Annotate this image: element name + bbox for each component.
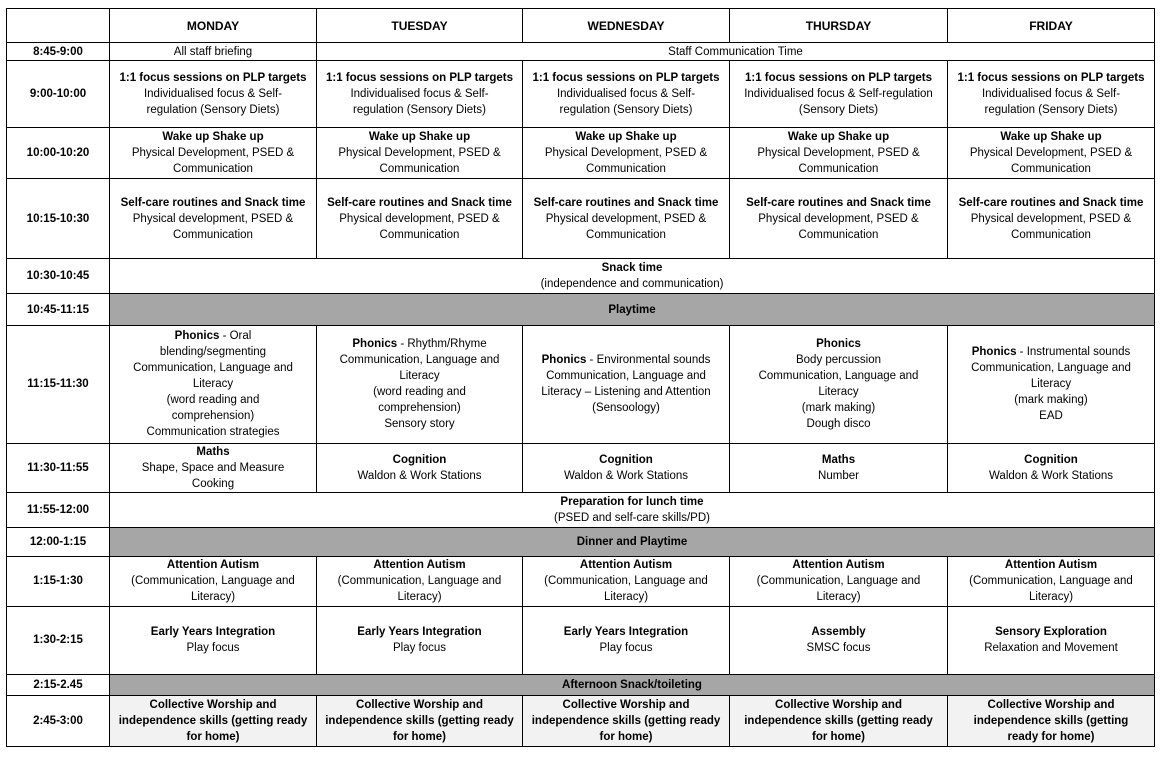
- activity-title: Phonics: [174, 330, 220, 343]
- phonics-cell-tuesday: [317, 326, 523, 443]
- activity-detail-line: Communication, Language and: [546, 370, 706, 383]
- activity-detail-line: Relaxation and Movement: [984, 642, 1118, 655]
- activity-title: Maths: [196, 445, 230, 458]
- activity-detail-line: Literacy: [818, 386, 859, 399]
- activity-detail-line: Communication: [173, 163, 253, 176]
- activity-heading: [733, 70, 944, 86]
- activity-detail-line: Literacy): [816, 591, 861, 604]
- row-briefing: [7, 43, 1155, 61]
- activity-heading: [113, 328, 313, 344]
- activity-detail-line: (word reading and: [166, 394, 260, 407]
- maths-cell-tuesday: [317, 443, 523, 492]
- activity-heading: [320, 452, 519, 468]
- briefing-monday: All staff briefing: [110, 43, 317, 61]
- activity-title-detail: - Oral: [219, 330, 252, 343]
- worship-cell-friday: [948, 695, 1155, 746]
- activity-heading: [733, 624, 944, 640]
- time-cell: 12:00-1:15: [7, 527, 110, 556]
- worship-cell-monday: [110, 695, 317, 746]
- maths-cell-monday: [110, 443, 317, 492]
- activity-detail-line: Collective Worship and: [987, 698, 1115, 711]
- row-worship: [7, 695, 1155, 746]
- activity-detail-line: Number: [818, 469, 859, 482]
- activity-detail-line: Communication: [1011, 228, 1091, 241]
- snack-time-title: Snack time: [601, 262, 663, 275]
- worship-cell-thursday: [730, 695, 948, 746]
- activity-detail-line: Individualised focus & Self-: [143, 88, 283, 101]
- focus-cell-tuesday: [317, 61, 523, 128]
- lunch-prep-title: Preparation for lunch time: [560, 495, 704, 508]
- activity-detail-line: Physical development, PSED &: [545, 212, 707, 225]
- activity-heading: [951, 344, 1151, 360]
- day-header-wednesday: WEDNESDAY: [523, 9, 730, 43]
- time-cell: 1:30-2:15: [7, 606, 110, 674]
- day-header-thursday: THURSDAY: [730, 9, 948, 43]
- integration-cell-monday: [110, 606, 317, 674]
- activity-title: Early Years Integration: [563, 626, 689, 639]
- row-attention: [7, 556, 1155, 606]
- activity-detail-line: independence skills (getting: [973, 714, 1129, 727]
- activity-title: Attention Autism: [579, 559, 673, 572]
- activity-detail-line: for home): [599, 730, 653, 743]
- activity-heading: [526, 129, 726, 145]
- activity-detail-line: Body percussion: [795, 354, 882, 367]
- activity-detail-line: Physical Development, PSED &: [969, 147, 1133, 160]
- activity-detail-line: for home): [811, 730, 866, 743]
- activity-detail-line: (mark making): [1014, 394, 1088, 407]
- header-row: [7, 9, 1155, 43]
- activity-heading: [526, 352, 726, 368]
- activity-detail-line: blending/segmenting: [159, 346, 267, 359]
- activity-detail-line: ready for home): [1007, 730, 1095, 743]
- activity-title: 1:1 focus sessions on PLP targets: [744, 72, 933, 85]
- activity-detail-line: (Communication, Language and: [756, 575, 921, 588]
- day-header-tuesday: TUESDAY: [317, 9, 523, 43]
- activity-detail-line: Physical development, PSED &: [758, 212, 919, 225]
- row-playtime: [7, 294, 1155, 326]
- activity-title: Self-care routines and Snack time: [327, 196, 512, 209]
- row-phonics: [7, 326, 1155, 443]
- activity-detail-line: comprehension): [171, 410, 255, 423]
- activity-detail-line: Cooking: [191, 477, 235, 490]
- activity-heading: [951, 70, 1151, 86]
- activity-detail-line: (Sensoology): [592, 402, 660, 415]
- activity-detail-line: Physical development, PSED &: [132, 212, 294, 225]
- activity-detail-line: Communication: [379, 163, 460, 176]
- activity-detail-line: SMSC focus: [806, 642, 871, 655]
- row-afternoon-snack: [7, 674, 1155, 695]
- activity-detail-line: Communication, Language and: [133, 362, 293, 375]
- row-lunchprep: [7, 492, 1155, 527]
- selfcare-cell-thursday: [730, 179, 948, 259]
- phonics-cell-thursday: [730, 326, 948, 443]
- selfcare-cell-monday: [110, 179, 317, 259]
- snack-time-subtitle: (independence and communication): [540, 278, 724, 291]
- activity-heading: [320, 557, 519, 573]
- activity-title: Assembly: [811, 626, 866, 639]
- row-wakeup: [7, 128, 1155, 179]
- activity-detail-line: Communication, Language and: [758, 370, 919, 383]
- row-snack: [7, 259, 1155, 294]
- activity-heading: [733, 195, 944, 211]
- attention-cell-friday: [948, 556, 1155, 606]
- activity-detail-line: Collective Worship and: [356, 698, 483, 711]
- activity-heading: [526, 195, 726, 211]
- activity-detail-line: Waldon & Work Stations: [564, 469, 688, 482]
- time-cell: 10:45-11:15: [7, 294, 110, 326]
- attention-cell-thursday: [730, 556, 948, 606]
- corner-cell: [7, 9, 110, 43]
- day-header-monday: MONDAY: [110, 9, 317, 43]
- activity-title: Early Years Integration: [150, 626, 276, 639]
- activity-detail-line: Communication strategies: [146, 426, 280, 439]
- selfcare-cell-tuesday: [317, 179, 523, 259]
- activity-heading: [951, 195, 1151, 211]
- attention-cell-monday: [110, 556, 317, 606]
- wakeup-cell-monday: [110, 128, 317, 179]
- activity-detail-line: Physical development, PSED &: [339, 212, 500, 225]
- activity-title: Wake up Shake up: [162, 131, 264, 144]
- activity-heading: [951, 129, 1151, 145]
- row-dinner: [7, 527, 1155, 556]
- row-selfcare: [7, 179, 1155, 259]
- focus-cell-monday: [110, 61, 317, 128]
- activity-detail-line: Communication: [379, 228, 460, 241]
- activity-detail-line: (Communication, Language and: [969, 575, 1133, 588]
- activity-title: Attention Autism: [1004, 559, 1098, 572]
- integration-cell-thursday: [730, 606, 948, 674]
- activity-title: Early Years Integration: [357, 626, 482, 639]
- maths-cell-wednesday: [523, 443, 730, 492]
- activity-heading: [526, 624, 726, 640]
- activity-title: Wake up Shake up: [787, 131, 890, 144]
- activity-detail-line: Individualised focus & Self-: [556, 88, 696, 101]
- activity-detail-line: Literacy): [190, 591, 236, 604]
- activity-detail-line: Individualised focus & Self-: [981, 88, 1121, 101]
- activity-detail-line: Communication: [586, 163, 666, 176]
- activity-title-detail: - Instrumental sounds: [1016, 346, 1131, 359]
- activity-heading: [113, 557, 313, 573]
- activity-detail-line: Communication: [586, 228, 666, 241]
- activity-title: Cognition: [599, 453, 653, 466]
- activity-detail-line: Collective Worship and: [149, 698, 277, 711]
- time-cell: 2:45-3:00: [7, 695, 110, 746]
- wakeup-cell-friday: [948, 128, 1155, 179]
- activity-detail-line: Play focus: [392, 642, 447, 655]
- activity-detail-line: Sensory story: [384, 418, 455, 431]
- time-cell: 11:55-12:00: [7, 492, 110, 527]
- phonics-cell-friday: [948, 326, 1155, 443]
- activity-heading: [951, 557, 1151, 573]
- activity-detail-line: (word reading and: [373, 386, 466, 399]
- activity-heading: [113, 70, 313, 86]
- selfcare-cell-wednesday: [523, 179, 730, 259]
- activity-heading: [320, 70, 519, 86]
- activity-detail-line: regulation (Sensory Diets): [984, 104, 1118, 117]
- activity-title: Attention Autism: [373, 559, 466, 572]
- activity-detail-line: Waldon & Work Stations: [357, 469, 482, 482]
- activity-title: Self-care routines and Snack time: [958, 196, 1144, 209]
- activity-detail-line: Individualised focus & Self-: [350, 88, 489, 101]
- activity-title-detail: - Environmental sounds: [586, 354, 711, 367]
- activity-detail-line: Play focus: [599, 642, 653, 655]
- activity-detail-line: Communication, Language and: [971, 362, 1131, 375]
- focus-cell-thursday: [730, 61, 948, 128]
- day-header-friday: FRIDAY: [948, 9, 1155, 43]
- activity-detail-line: Communication, Language and: [339, 354, 500, 367]
- activity-detail-line: Waldon & Work Stations: [989, 469, 1113, 482]
- activity-title-detail: - Rhythm/Rhyme: [397, 338, 487, 351]
- phonics-cell-monday: [110, 326, 317, 443]
- activity-detail-line: (mark making): [801, 402, 876, 415]
- row-focus: [7, 61, 1155, 128]
- activity-detail-line: regulation (Sensory Diets): [559, 104, 693, 117]
- time-cell: 2:15-2.45: [7, 674, 110, 695]
- activity-heading: [320, 195, 519, 211]
- activity-detail-line: independence skills (getting ready: [744, 714, 933, 727]
- activity-detail-line: Physical Development, PSED &: [757, 147, 920, 160]
- activity-detail-line: Individualised focus & Self-regulation: [744, 88, 933, 101]
- activity-title: Maths: [821, 453, 856, 466]
- focus-cell-wednesday: [523, 61, 730, 128]
- timetable: [6, 8, 1155, 747]
- playtime-banner: Playtime: [110, 294, 1155, 326]
- activity-detail-line: Play focus: [186, 642, 240, 655]
- activity-detail-line: independence skills (getting ready: [118, 714, 308, 727]
- activity-title: Wake up Shake up: [368, 131, 471, 144]
- activity-title: Sensory Exploration: [995, 626, 1107, 639]
- activity-detail-line: (Communication, Language and: [131, 575, 295, 588]
- activity-detail-line: Literacy): [603, 591, 649, 604]
- activity-title: Wake up Shake up: [1000, 131, 1102, 144]
- activity-heading: [113, 195, 313, 211]
- activity-heading: [320, 336, 519, 352]
- activity-heading: [733, 452, 944, 468]
- activity-detail-line: independence skills (getting ready: [325, 714, 514, 727]
- activity-detail-line: Collective Worship and: [562, 698, 690, 711]
- activity-title: Phonics: [971, 346, 1017, 359]
- attention-cell-wednesday: [523, 556, 730, 606]
- activity-detail-line: Dough disco: [806, 418, 871, 431]
- activity-detail-line: Literacy: [1030, 378, 1072, 391]
- row-integration: [7, 606, 1155, 674]
- activity-detail-line: Communication: [798, 163, 879, 176]
- lunch-prep-subtitle: (PSED and self-care skills/PD): [554, 511, 710, 524]
- activity-heading: [113, 444, 313, 460]
- phonics-cell-wednesday: [523, 326, 730, 443]
- selfcare-cell-friday: [948, 179, 1155, 259]
- activity-detail-line: Communication: [1011, 163, 1091, 176]
- activity-detail-line: comprehension): [378, 402, 461, 415]
- activity-title: Attention Autism: [166, 559, 260, 572]
- activity-detail-line: Physical Development, PSED &: [338, 147, 501, 160]
- activity-detail-line: Literacy): [397, 591, 442, 604]
- activity-detail-line: Communication: [173, 228, 253, 241]
- activity-title: Wake up Shake up: [575, 131, 677, 144]
- activity-detail-line: (Sensory Diets): [798, 104, 879, 117]
- wakeup-cell-thursday: [730, 128, 948, 179]
- worship-cell-wednesday: [523, 695, 730, 746]
- activity-detail-line: Physical Development, PSED &: [544, 147, 708, 160]
- activity-detail-line: Communication: [798, 228, 879, 241]
- time-cell: 8:45-9:00: [7, 43, 110, 61]
- time-cell: 1:15-1:30: [7, 556, 110, 606]
- row-maths: [7, 443, 1155, 492]
- activity-title: 1:1 focus sessions on PLP targets: [532, 72, 720, 85]
- activity-heading: [320, 624, 519, 640]
- activity-detail-line: for home): [392, 730, 447, 743]
- activity-detail-line: regulation (Sensory Diets): [353, 104, 486, 117]
- activity-detail-line: Physical Development, PSED &: [131, 147, 295, 160]
- snack-time-cell: [110, 259, 1155, 294]
- activity-title: Phonics: [541, 354, 587, 367]
- attention-cell-tuesday: [317, 556, 523, 606]
- activity-detail-line: Literacy: [399, 370, 440, 383]
- activity-title: 1:1 focus sessions on PLP targets: [325, 72, 514, 85]
- maths-cell-friday: [948, 443, 1155, 492]
- activity-detail-line: Physical development, PSED &: [970, 212, 1132, 225]
- activity-title: 1:1 focus sessions on PLP targets: [119, 72, 307, 85]
- activity-detail-line: (Communication, Language and: [337, 575, 502, 588]
- activity-detail-line: for home): [186, 730, 240, 743]
- integration-cell-friday: [948, 606, 1155, 674]
- integration-cell-wednesday: [523, 606, 730, 674]
- dinner-banner: Dinner and Playtime: [110, 527, 1155, 556]
- time-cell: 10:30-10:45: [7, 259, 110, 294]
- activity-title: Cognition: [1024, 453, 1078, 466]
- time-cell: 10:00-10:20: [7, 128, 110, 179]
- activity-heading: [951, 452, 1151, 468]
- activity-detail-line: (Communication, Language and: [544, 575, 708, 588]
- time-cell: 11:30-11:55: [7, 443, 110, 492]
- activity-heading: [733, 557, 944, 573]
- activity-detail-line: Literacy): [1028, 591, 1074, 604]
- time-cell: 10:15-10:30: [7, 179, 110, 259]
- activity-heading: [526, 70, 726, 86]
- activity-detail-line: EAD: [1039, 410, 1063, 423]
- activity-heading: [733, 336, 944, 352]
- activity-detail-line: Shape, Space and Measure: [141, 461, 285, 474]
- activity-heading: [733, 129, 944, 145]
- activity-detail-line: Literacy: [192, 378, 234, 391]
- activity-title: Cognition: [392, 453, 447, 466]
- activity-heading: [526, 452, 726, 468]
- time-cell: 9:00-10:00: [7, 61, 110, 128]
- staff-communication-cell: Staff Communication Time: [317, 43, 1155, 61]
- activity-heading: [320, 129, 519, 145]
- wakeup-cell-tuesday: [317, 128, 523, 179]
- lunch-prep-cell: [110, 492, 1155, 527]
- activity-detail-line: regulation (Sensory Diets): [146, 104, 280, 117]
- time-cell: 11:15-11:30: [7, 326, 110, 443]
- activity-title: Phonics: [816, 338, 861, 351]
- activity-title: 1:1 focus sessions on PLP targets: [957, 72, 1145, 85]
- activity-heading: [113, 624, 313, 640]
- activity-heading: [113, 129, 313, 145]
- activity-detail-line: Literacy – Listening and Attention: [541, 386, 711, 399]
- focus-cell-friday: [948, 61, 1155, 128]
- activity-title: Self-care routines and Snack time: [120, 196, 306, 209]
- activity-title: Self-care routines and Snack time: [746, 196, 931, 209]
- afternoon-snack-banner: Afternoon Snack/toileting: [110, 674, 1155, 695]
- activity-heading: [526, 557, 726, 573]
- activity-detail-line: Collective Worship and: [775, 698, 902, 711]
- activity-title: Attention Autism: [792, 559, 885, 572]
- activity-detail-line: independence skills (getting ready: [531, 714, 721, 727]
- activity-title: Self-care routines and Snack time: [533, 196, 719, 209]
- activity-heading: [951, 624, 1151, 640]
- worship-cell-tuesday: [317, 695, 523, 746]
- activity-title: Phonics: [352, 338, 398, 351]
- wakeup-cell-wednesday: [523, 128, 730, 179]
- maths-cell-thursday: [730, 443, 948, 492]
- integration-cell-tuesday: [317, 606, 523, 674]
